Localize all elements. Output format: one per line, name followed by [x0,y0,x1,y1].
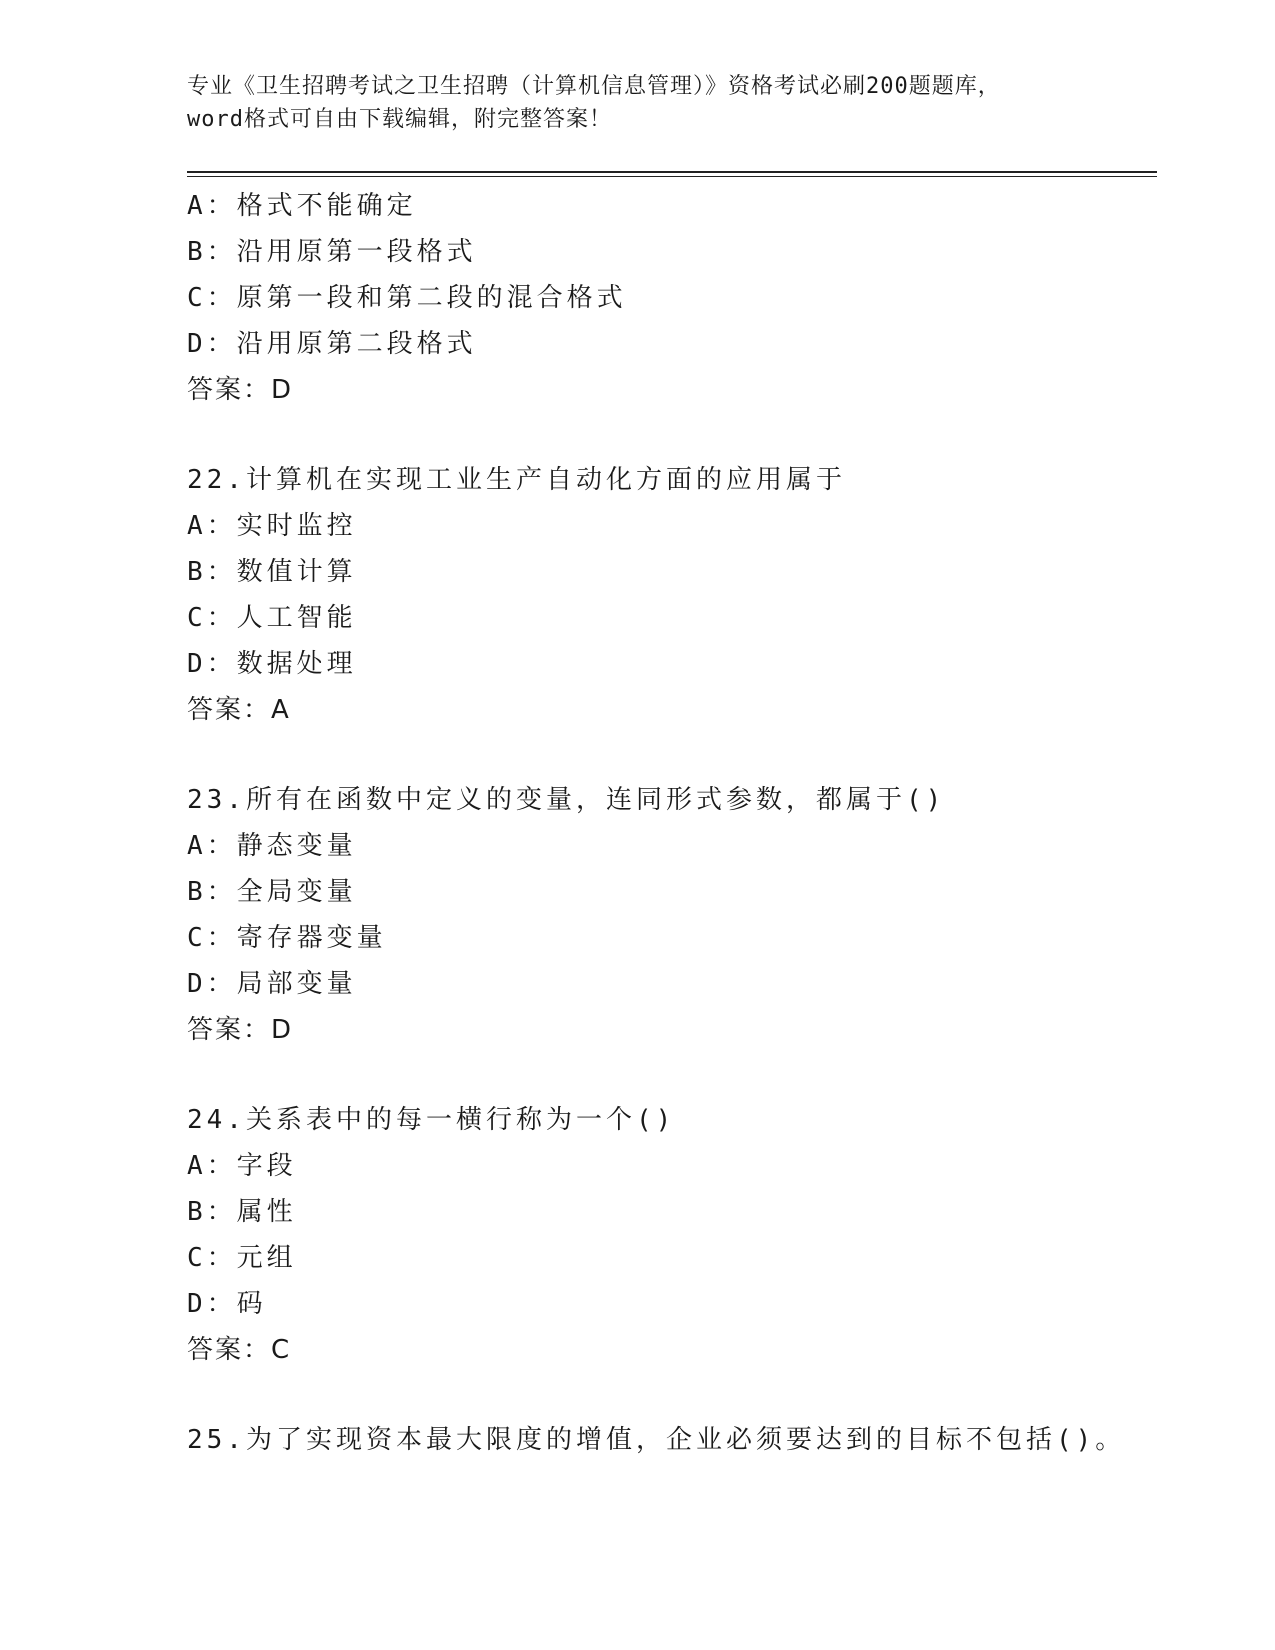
answer: 答案：D [187,1015,294,1045]
header-line-2: word格式可自由下载编辑，附完整答案！ [187,107,612,132]
option-b: B：属性 [187,1197,297,1227]
option-c: C：人工智能 [187,603,357,633]
question-25 [187,1417,1157,1463]
option-d: D：码 [187,1289,267,1319]
answer: 答案：A [187,695,291,725]
option-b: B：数值计算 [187,557,357,587]
option-d: D：局部变量 [187,969,357,999]
answer: 答案：C [187,1335,292,1365]
spacer [187,1373,1157,1417]
option-c: C：寄存器变量 [187,923,387,953]
header-divider [187,171,1157,177]
answer: 答案：D [187,375,294,405]
spacer [187,1053,1157,1097]
question-text: 23.所有在函数中定义的变量，连同形式参数，都属于() [187,785,946,815]
option-b: B：沿用原第一段格式 [187,237,477,267]
question-text: 25.为了实现资本最大限度的增值，企业必须要达到的目标不包括()。 [187,1425,1126,1455]
spacer [187,733,1157,777]
document-page [187,70,1157,1463]
question-text: 22.计算机在实现工业生产自动化方面的应用属于 [187,465,846,495]
question-list [187,183,1157,1463]
spacer [187,413,1157,457]
option-a: A：静态变量 [187,831,357,861]
option-c: C：原第一段和第二段的混合格式 [187,283,627,313]
question-22 [187,457,1157,733]
header-line-1: 专业《卫生招聘考试之卫生招聘（计算机信息管理）》资格考试必刷200题题库， [187,74,1001,99]
option-d: D：数据处理 [187,649,357,679]
option-d: D：沿用原第二段格式 [187,329,477,359]
question-24 [187,1097,1157,1373]
option-a: A：格式不能确定 [187,191,417,221]
question-21 [187,183,1157,413]
option-a: A：字段 [187,1151,297,1181]
question-23 [187,777,1157,1053]
option-b: B：全局变量 [187,877,357,907]
option-c: C：元组 [187,1243,297,1273]
question-text: 24.关系表中的每一横行称为一个() [187,1105,676,1135]
option-a: A：实时监控 [187,511,357,541]
document-header [187,70,1157,136]
